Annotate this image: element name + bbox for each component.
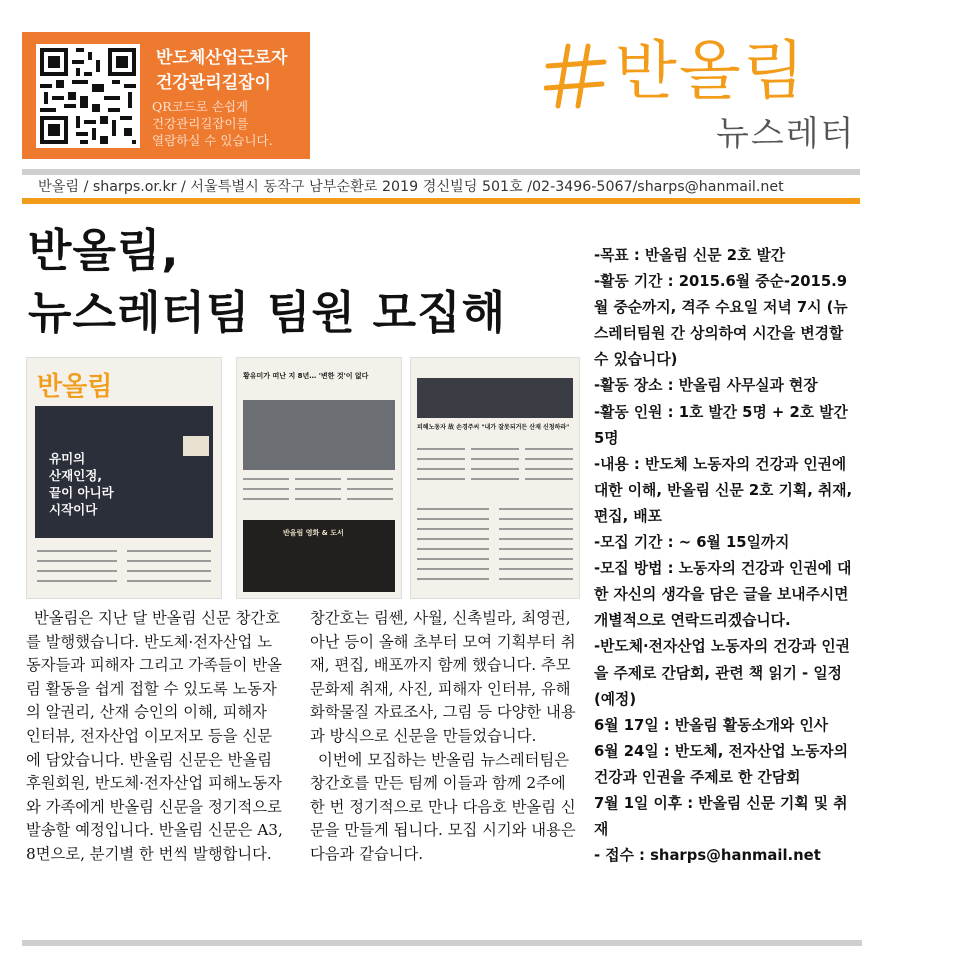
event-photo: [35, 406, 213, 538]
divider: [22, 198, 860, 204]
section-title: 반올림 영화 & 도서: [283, 529, 344, 537]
detail-content: -내용 : 반도체 노동자의 건강과 인권에 대한 이해, 반올림 신문 2호 기획, 취재, 편집, 배포: [594, 455, 853, 525]
detail-goal: -목표 : 반올림 신문 2호 발간: [594, 247, 786, 264]
hash-logo-icon: [544, 40, 608, 112]
newsletter-logo: 반올림: [615, 35, 807, 109]
detail-place: -활동 장소 : 반올림 사무실과 현장: [594, 377, 818, 395]
detail-deadline: -모집 기간 : ~ 6월 15일까지: [594, 534, 790, 552]
thumbnail-headline: 황유미가 떠난 지 8년… '변한 것'이 없다: [243, 372, 369, 380]
memorial-photo: [243, 400, 395, 470]
interview-photo: [417, 378, 573, 418]
qr-title: 반도체산업근로자 건강관리길잡이: [156, 48, 288, 93]
projection-screen: [183, 436, 209, 456]
article-column-1: [26, 607, 284, 867]
title-line-2: 뉴스레터팀 팀원 모집해: [28, 286, 507, 339]
schedule-item: 6월 17일 : 반올림 활동소개와 인사: [594, 716, 829, 734]
schedule-item: 6월 24일 : 반도체, 전자산업 노동자의 건강과 인권을 주제로 한 간담회: [594, 742, 849, 786]
divider: [22, 940, 862, 946]
newsletter-subtitle: 뉴스레터: [716, 114, 856, 154]
newspaper-page-3-image: [410, 357, 580, 599]
thumbnail-logo: 반올림: [37, 372, 113, 402]
qr-banner: [22, 32, 310, 159]
divider: [22, 169, 860, 175]
page-title: [28, 220, 506, 344]
article-paragraph: 창간호는 림쎈, 사월, 신촉빌라, 최영권, 아난 등이 올해 초부터 모여 기획부터 취재, 편집, 배포까지 함께 했습니다. 추모 문화제 취재, 사진, 피해자 인터뷰, 유해화학물질 자료조사, 그림 등 다양한 내용과 방식으로 신문을 만들었습니다.: [310, 609, 576, 745]
newspaper-page-1-image: [26, 357, 222, 599]
detail-members: -활동 인원 : 1호 발간 5명 + 2호 발간 5명: [594, 403, 848, 447]
detail-method: -모집 방법 : 노동자의 건강과 인권에 대한 자신의 생각을 담은 글을 보내주시면 개별적으로 연락드리겠습니다.: [594, 560, 852, 630]
schedule-item: 7월 1일 이후 : 반올림 신문 기획 및 취재: [594, 794, 848, 839]
article-column-2: [310, 607, 580, 867]
thumbnail-headline: 피해노동자 故 손경주씨 "내가 잘못되거든 산재 신청하라": [417, 424, 570, 431]
photo-caption: 유미의 산재인정, 끝이 아니라 시작이다: [49, 451, 114, 517]
detail-period: -활동 기간 : 2015.6월 중순-2015.9월 중순까지, 격주 수요일 저녁 7시 (뉴스레터팀원 간 상의하여 시간을 변경할 수 있습니다): [594, 273, 848, 369]
detail-seminar: -반도체·전자산업 노동자의 건강과 인권을 주제로 간담회, 관련 책 읽기 - 일정(예정): [594, 638, 850, 708]
article-paragraph: 이번에 모집하는 반올림 뉴스레터팀은 창간호를 만든 팀께 이들과 함께 2주에 한 번 정기적으로 만나 다음호 반올림 신문을 만들게 됩니다. 모집 시기와 내용은 다음과 같습니다.: [310, 750, 576, 863]
title-line-1: 반올림,: [28, 224, 180, 277]
newspaper-page-2-image: [236, 357, 402, 599]
address-bar: 반올림 / sharps.or.kr / 서울특별시 동작구 남부순환로 2019 경신빌딩 501호 /02-3496-5067/sharps@hanmail.net: [38, 179, 784, 195]
qr-code-icon: [36, 44, 140, 148]
qr-description: QR코드로 손쉽게 건강관리길잡이를 열람하실 수 있습니다.: [152, 99, 273, 148]
qr-code[interactable]: [36, 44, 140, 148]
recruitment-details: [594, 243, 860, 869]
detail-contact[interactable]: - 접수 : sharps@hanmail.net: [594, 847, 821, 865]
film-book-section: [243, 520, 395, 592]
article-paragraph: 반올림은 지난 달 반올림 신문 창간호를 발행했습니다. 반도체·전자산업 노동자들과 피해자 그리고 가족들이 반올림 활동을 쉽게 접할 수 있도록 노동자의 알권리, 산재 승인의 이해, 피해자 인터뷰, 전자산업 이모저모 등을 신문에 담았습니다. 반올림 신문은 반올림 후원회원, 반도체·전자산업 피해노동자와 가족에게 반올림 신문을 정기적으로 발송할 예정입니다. 반올림 신문은 A3, 8면으로, 분기별 한 번씩 발행합니다.: [26, 609, 283, 863]
